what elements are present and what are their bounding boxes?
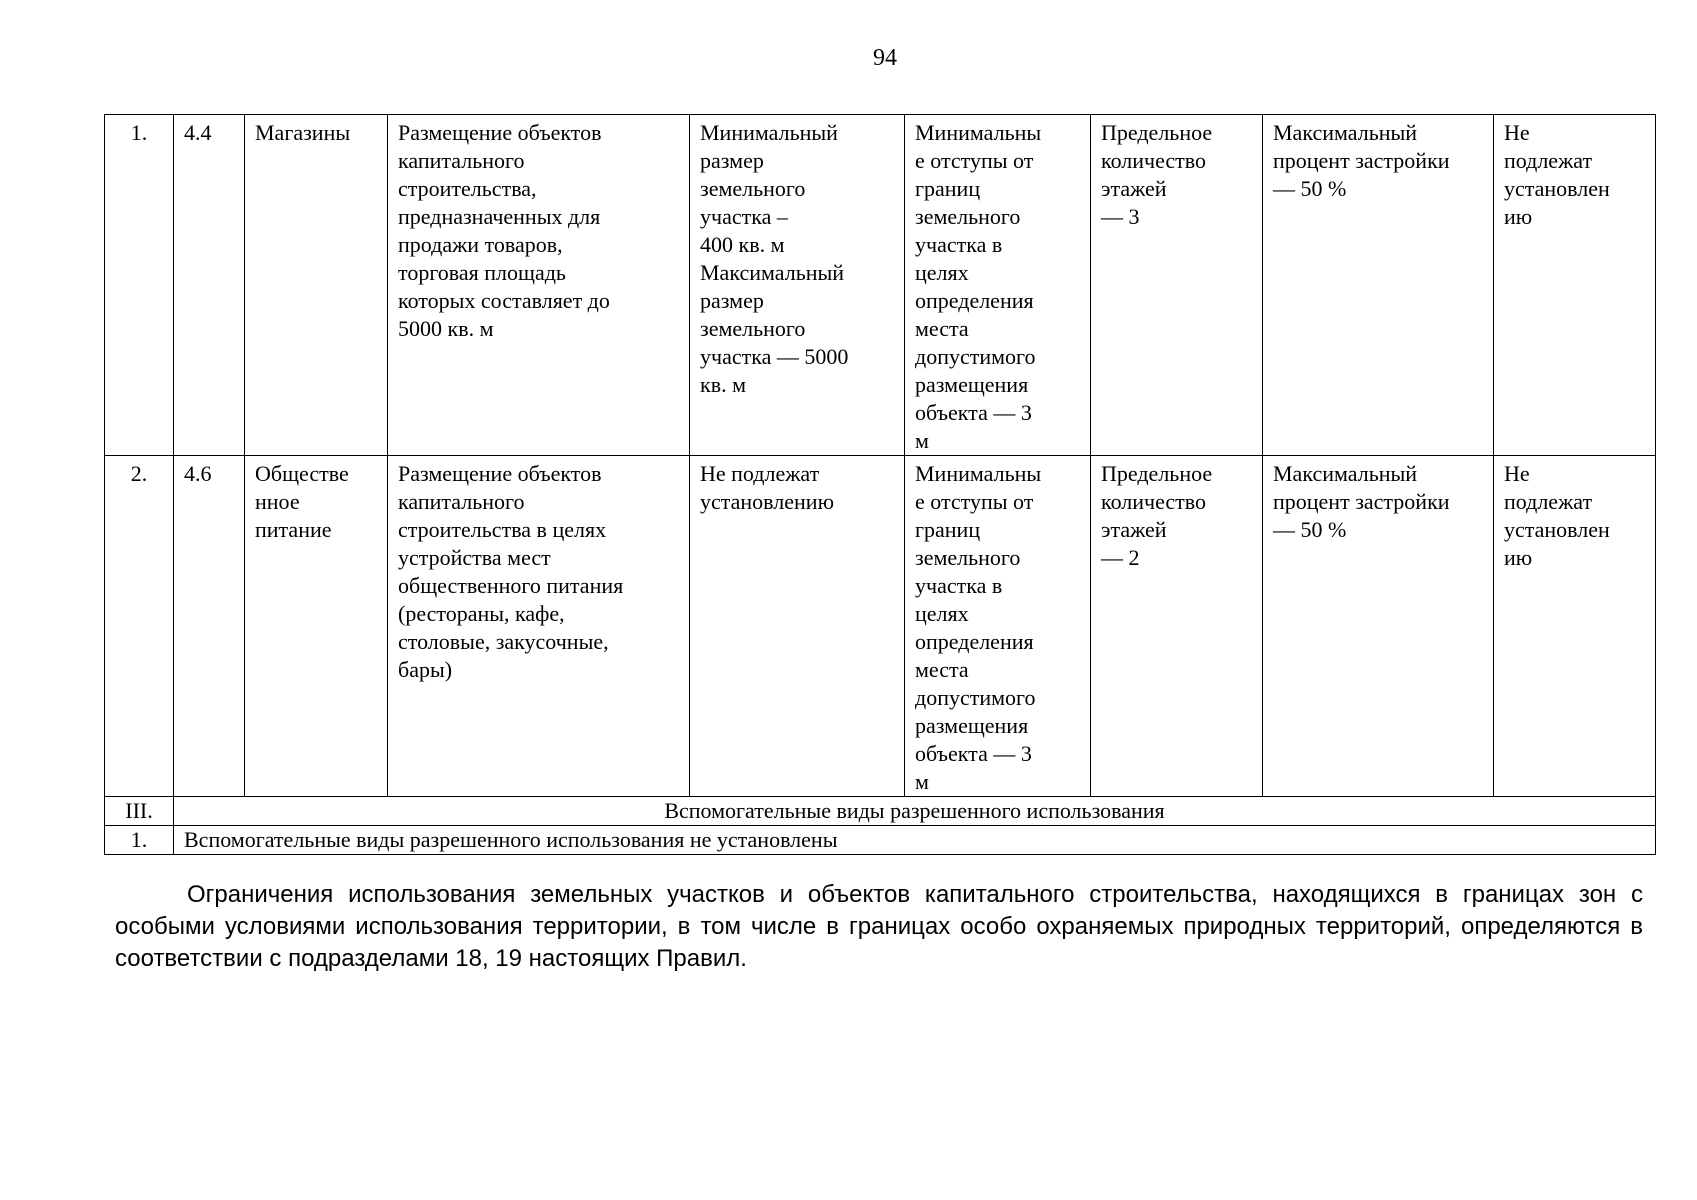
use-code-cell: 4.4 <box>174 115 245 456</box>
other-params-cell: Не подлежат установлен ию <box>1494 456 1656 797</box>
table-row <box>105 456 1656 797</box>
floors-cell: Предельное количество этажей — 2 <box>1091 456 1263 797</box>
section-header-row <box>105 797 1656 826</box>
land-use-table <box>104 114 1656 855</box>
row-number-cell: 2. <box>105 456 174 797</box>
coverage-cell: Максимальный процент застройки — 50 % <box>1263 456 1494 797</box>
section-title-cell: Вспомогательные виды разрешенного использования <box>174 797 1656 826</box>
setbacks-cell: Минимальны е отступы от границ земельного участка в целях определения места допустимого размещения объекта — 3 м <box>905 456 1091 797</box>
plot-size-cell: Минимальный размер земельного участка – 400 кв. м Максимальный размер земельного участка — 5000 кв. м <box>690 115 905 456</box>
coverage-cell: Максимальный процент застройки — 50 % <box>1263 115 1494 456</box>
restrictions-paragraph: Ограничения использования земельных участков и объектов капитального строительства, находящихся в границах зон с особыми условиями использования территории, в том числе в границах особо охраняемых природных территорий, определяются в соответствии с подразделами 18, 19 настоящих Правил. <box>115 881 1643 972</box>
use-name-cell: Обществе нное питание <box>245 456 388 797</box>
section-number-cell: III. <box>105 797 174 826</box>
row-number-cell: 1. <box>105 115 174 456</box>
section-item-number-cell: 1. <box>105 826 174 855</box>
setbacks-cell: Минимальны е отступы от границ земельного участка в целях определения места допустимого размещения объекта — 3 м <box>905 115 1091 456</box>
use-code-cell: 4.6 <box>174 456 245 797</box>
section-item-row <box>105 826 1656 855</box>
table-row <box>105 115 1656 456</box>
section-item-text-cell: Вспомогательные виды разрешенного использования не установлены <box>174 826 1656 855</box>
use-name-cell: Магазины <box>245 115 388 456</box>
use-description-cell: Размещение объектов капитального строительства, предназначенных для продажи товаров, торговая площадь которых составляет до 5000 кв. м <box>388 115 690 456</box>
floors-cell: Предельное количество этажей — 3 <box>1091 115 1263 456</box>
plot-size-cell: Не подлежат установлению <box>690 456 905 797</box>
use-description-cell: Размещение объектов капитального строительства в целях устройства мест общественного питания (рестораны, кафе, столовые, закусочные, бары) <box>388 456 690 797</box>
page-number: 94 <box>873 45 897 71</box>
other-params-cell: Не подлежат установлен ию <box>1494 115 1656 456</box>
